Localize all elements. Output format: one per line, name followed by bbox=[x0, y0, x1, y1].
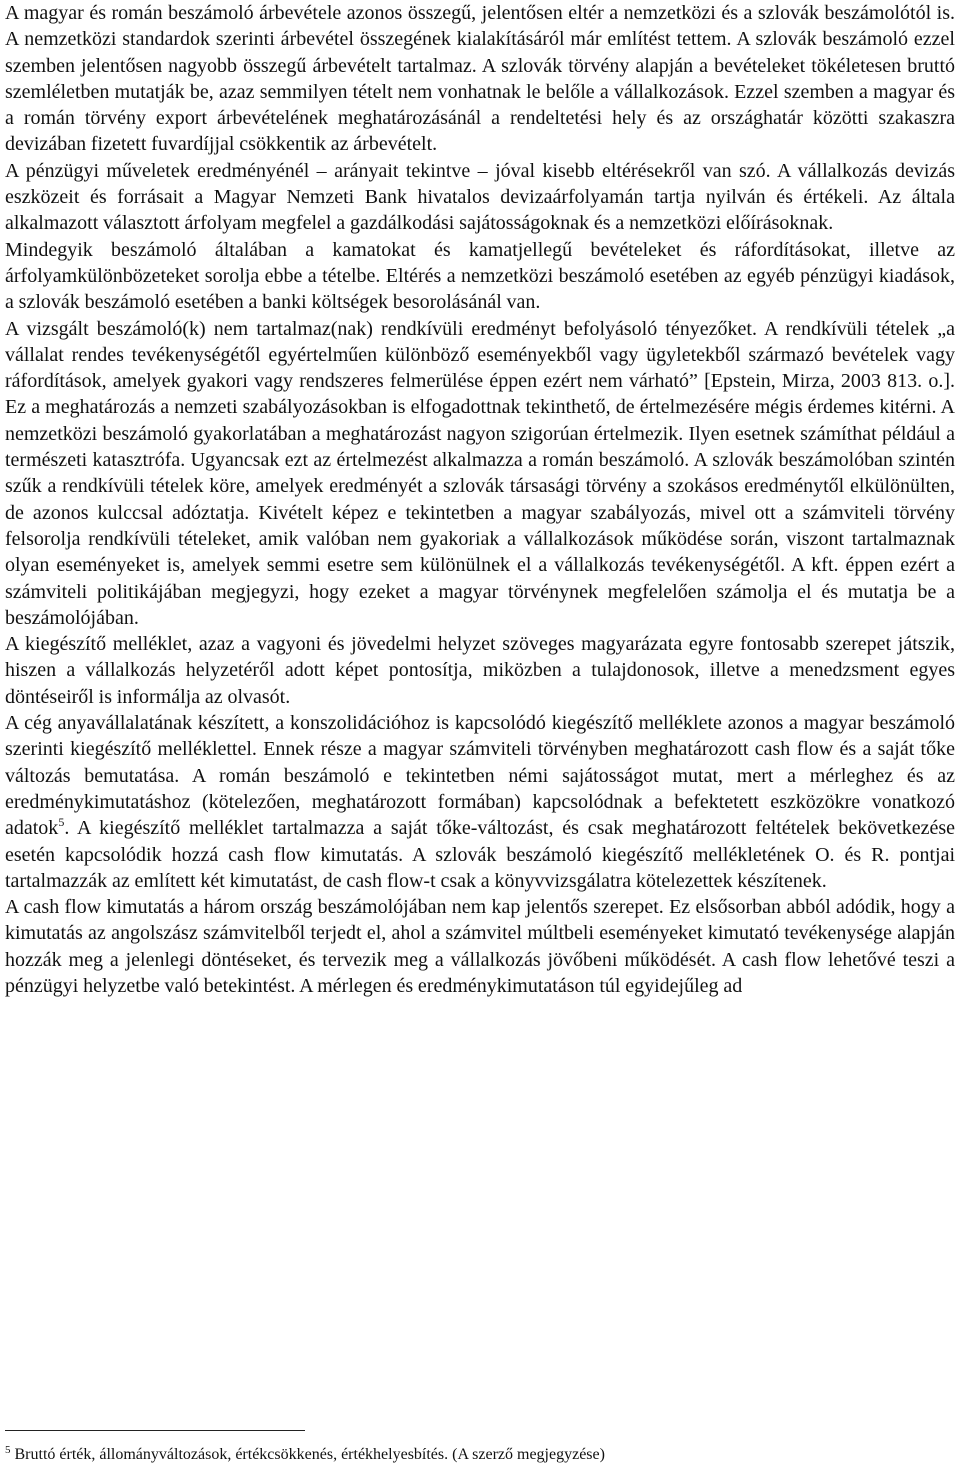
paragraph-with-footnote bbox=[5, 710, 955, 894]
paragraph-text: . A kiegészítő melléklet tartalmazza a saját tőke-változást, és csak meghatározott feltételek bekövetkezése esetén kapcsolódik hozzá cash flow kimutatás. A szlovák beszámoló kiegészítő mellékletének O. és R. pontjai tartalmazzák az említett két kimutatást, de cash flow-t csak a könyvvizsgálatra kötelezettek készítenek. bbox=[5, 817, 955, 892]
paragraph-text: A cég anyavállalatának készített, a konszolidációhoz is kapcsolódó kiegészítő melléklete azonos a magyar beszámoló szerinti kiegészítő melléklettel. Ennek része a magyar számviteli törvényben meghatározott cash flow és a saját tőke változás bemutatása. A román beszámoló e tekintetben némi sajátosságot mutat, mert a mérleghez és az eredménykimutatáshoz (kötelezően, meghatározott formában) kapcsolódnak a befektetett eszközökre vonatkozó adatok bbox=[5, 712, 955, 840]
paragraph: A magyar és román beszámoló árbevétele azonos összegű, jelentősen eltér a nemzetközi és a szlovák beszámolótól is. A nemzetközi standardok szerinti árbevétel összegének kialakításáról már említést tettem. A szlovák beszámoló ezzel szemben jelentősen nagyobb összegű árbevételt tartalmaz. A szlovák törvény alapján a bevételeket tökéletesen bruttó szemléletben mutatják be, azaz semmilyen tételt nem vonhatnak le belőle a vállalkozások. Ezzel szemben a magyar és a román törvény export árbevételének meghatározásánál a rendeltetési hely és az országhatár közötti szakaszra devizában fizetett fuvardíjjal csökkentik az árbevételt. bbox=[5, 2, 955, 156]
paragraph: A pénzügyi műveletek eredményénél – arányait tekintve – jóval kisebb eltérésekről van szó. A vállalkozás devizás eszközeit és forrásait a Magyar Nemzeti Bank hivatalos devizaárfolyamán tartja nyilván és értékeli. Az általa alkalmazott választott árfolyam megfelel a gazdálkodási sajátosságoknak és a nemzetközi előírásoknak. bbox=[5, 159, 955, 235]
footnote-separator bbox=[5, 1430, 305, 1431]
paragraph: A kiegészítő melléklet, azaz a vagyoni és jövedelmi helyzet szöveges magyarázata egyre fontosabb szerepet játszik, hiszen a vállalkozás helyzetéről adott képet pontosítja, miközben a tulajdonosok, illetve a menedzsment egyes döntéseiről is informálja az olvasót. bbox=[5, 633, 955, 708]
footnote-text: Bruttó érték, állományváltozások, értékcsökkenés, értékhelyesbítés. (A szerző megjegyzése) bbox=[14, 1446, 605, 1463]
paragraph: A cash flow kimutatás a három ország beszámolójában nem kap jelentős szerepet. Ez elsősorban abból adódik, hogy a kimutatás az angolszász számvitelből terjedt el, ahol a számvitel múltbeli eseményeket kimutató tevékenysége alapján hozzák meg a jelenlegi döntéseket, és tervezik meg a vállalkozás jövőbeni működését. A cash flow lehetővé teszi a pénzügyi helyzetbe való betekintést. A mérlegen és eredménykimutatáson túl egyidejűleg ad bbox=[5, 896, 955, 997]
document-body bbox=[5, 0, 955, 999]
paragraph: Mindegyik beszámoló általában a kamatokat és kamatjellegű bevételeket és ráfordításokat, illetve az árfolyamkülönbözeteket sorolja ebbe a tételbe. Eltérés a nemzetközi beszámoló esetében az egyéb pénzügyi kiadások, a szlovák beszámoló esetében a banki költségek besorolásánál van. bbox=[5, 238, 955, 314]
footnote bbox=[5, 1444, 955, 1466]
paragraph: A vizsgált beszámoló(k) nem tartalmaz(nak) rendkívüli eredményt befolyásoló tényezőket. A rendkívüli tételek „a vállalat rendes tevékenységétől egyértelműen különböző eseményekből vagy ügyletekből származó bevételek vagy ráfordítások, amelyek gyakori vagy rendszeres felmerülése éppen ezért nem várható” [Epstein, Mirza, 2003 813. o.]. Ez a meghatározás a nemzeti szabályozásokban is elfogadottnak tekinthető, de értelmezésére mégis érdemes kitérni. A nemzetközi beszámoló gyakorlatában a meghatározást nagyon szigorúan értelmezik. Ilyen esetnek számíthat például a természeti katasztrófa. Ugyancsak ezt az értelmezést alkalmazza a román beszámoló. A szlovák beszámolóban szintén szűk a rendkívüli tételek köre, amelyek eredményét a szlovák társasági törvény a szokásos eredménytől elkülönülten, de azonos kulccsal adóztatja. Kivételt képez e tekintetben a magyar szabályozás, mivel ott a számviteli törvény felsorolja rendkívüli tételeket, amik valóban nem gyakoriak a vállalkozások működése során, viszont tartalmaznak olyan eseményeket is, amelyek semmi esetre sem különülnek el a vállalkozás tevékenységétől. A kft. éppen ezért a számviteli politikájában megjegyzi, hogy ezeket a magyar törvénynek megfelelően számolja el és mutatja be a beszámolójában. bbox=[5, 317, 955, 629]
footnote-number: 5 bbox=[5, 1444, 11, 1456]
footnote-reference: 5 bbox=[58, 815, 65, 830]
